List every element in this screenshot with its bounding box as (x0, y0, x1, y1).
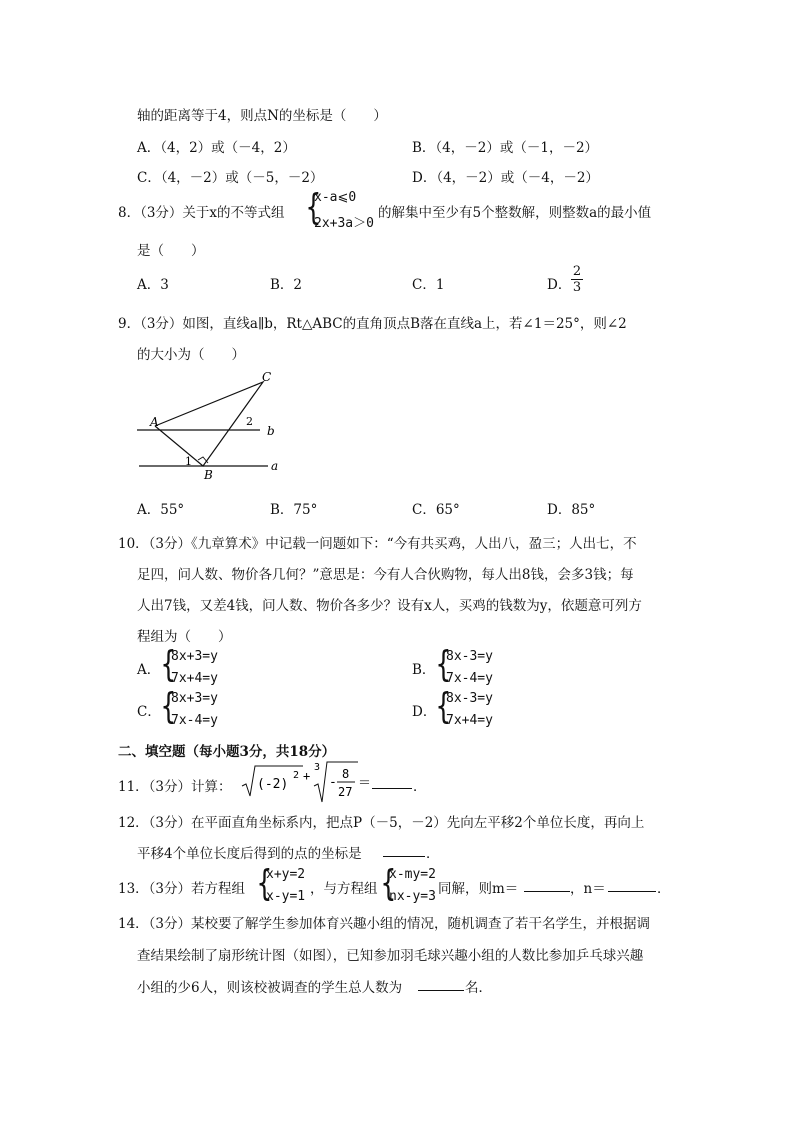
q13-m-blank[interactable] (524, 879, 570, 892)
q7-option-a[interactable]: A．（4，2）或（－4，2） (137, 140, 296, 156)
q11-radicand: (-2) (257, 777, 289, 792)
label-angle-1: 1 (185, 455, 192, 468)
q13-sys1-eq2: x-y=1 (266, 889, 306, 904)
q9-option-c[interactable]: C．65° (412, 502, 460, 518)
q14-stem-line3: 小组的少6人，则该校被调查的学生总人数为 (137, 980, 403, 996)
q8-d-fraction (571, 264, 583, 295)
q8-d-denominator: 3 (572, 280, 582, 295)
q8-brace: { (305, 187, 322, 228)
q13-stem-post2: ，n＝ (570, 881, 606, 897)
q10-a-brace: { (160, 644, 177, 685)
q11-stem-pre: 11．（3分）计算： (118, 779, 232, 795)
q7-option-b[interactable]: B．（4，－2）或（－1，－2） (412, 140, 599, 156)
q10-stem-line1: 10．（3分）《九章算术》中记载一问题如下：“今有共买鸡，人出八，盈三；人出七，不 (118, 536, 637, 552)
label-point-c: C (262, 370, 272, 384)
q13-stem-mid: ，与方程组 (310, 881, 378, 897)
q13-brace-2: { (380, 863, 397, 904)
section-title-fill-in: 二、填空题（每小题3分，共18分） (118, 744, 336, 760)
q13-brace-1: { (256, 863, 273, 904)
q10-c-eq2: 7x-4=y (171, 713, 218, 728)
q13-stem-post1: 同解，则m＝ (438, 881, 519, 897)
q10-b-eq2: 7x-4=y (446, 671, 493, 686)
q8-eq2: 2x+3a＞0 (314, 216, 374, 231)
q11-frac-num: 8 (342, 767, 350, 781)
q7-option-d[interactable]: D．（4，－2）或（－4，－2） (412, 170, 599, 186)
q10-d-eq1: 8x-3=y (446, 691, 493, 706)
q9-option-a[interactable]: A．55° (137, 502, 185, 518)
q14-stem-line1: 14．（3分）某校要了解学生参加体育兴趣小组的情况，随机调查了若干名学生，并根据调 (118, 916, 651, 932)
label-angle-2: 2 (246, 415, 253, 428)
q9-stem-line1: 9．（3分）如图，直线a∥b，Rt△ABC的直角顶点B落在直线a上，若∠1＝25°，则∠2 (118, 316, 627, 332)
q10-b-brace: { (435, 644, 452, 685)
label-point-a: A (150, 415, 159, 429)
q13-sys2-eq1: x-my=2 (389, 867, 436, 882)
q7-stem-cont: 轴的距离等于4，则点N的坐标是（ ） (137, 108, 387, 124)
q10-stem-line3: 人出7钱，又差4钱，问人数、物价各多少？设有x人，买鸡的钱数为y，依题意可列方 (137, 598, 642, 614)
q10-a-eq2: 7x+4=y (171, 671, 218, 686)
q13-sys1-eq1: x+y=2 (266, 867, 306, 882)
q12-stem-line2: 平移4个单位长度后得到的点的坐标是 (137, 846, 362, 862)
q12-answer-blank[interactable] (383, 844, 425, 857)
q13-n-blank[interactable] (608, 879, 656, 892)
q12-stem-line1: 12．（3分）在平面直角坐标系内，把点P（－5，－2）先向左平移2个单位长度，再向上 (118, 815, 645, 831)
q14-end: 名． (465, 980, 492, 996)
q10-stem-line4: 程组为（ ） (137, 629, 232, 645)
q11-end: ． (413, 779, 427, 795)
q11-neg-sign: - (329, 775, 337, 790)
q10-option-d-label[interactable]: D． (412, 704, 437, 720)
q13-end: ． (657, 881, 671, 897)
q11-exponent: 2 (293, 770, 300, 781)
q8-stem-post: 的解集中至少有5个整数解，则整数a的最小值 (378, 205, 652, 221)
label-line-b: b (267, 424, 275, 438)
q9-stem-line2: 的大小为（ ） (137, 347, 245, 363)
q10-option-b-label[interactable]: B． (412, 662, 436, 678)
q8-option-d[interactable] (547, 273, 571, 293)
q9-option-b[interactable]: B．75° (270, 502, 318, 518)
q11-plus: + (303, 769, 311, 783)
label-point-b: B (204, 468, 213, 482)
q8-option-d-label: D． (547, 277, 572, 293)
q10-stem-line2: 足四，问人数、物价各几何？”意思是：今有人合伙购物，每人出8钱，会多3钱；每 (137, 567, 634, 583)
q12-end: ． (426, 846, 440, 862)
q8-option-a[interactable]: A．3 (137, 277, 169, 293)
q8-stem-pre: 8．（3分）关于x的不等式组 (118, 205, 285, 221)
q13-sys2-eq2: nx-y=3 (389, 889, 436, 904)
q14-answer-blank[interactable] (418, 978, 464, 991)
q11-answer-blank[interactable] (372, 776, 412, 789)
q10-option-a-label[interactable]: A． (137, 662, 161, 678)
q10-b-eq1: 8x-3=y (446, 649, 493, 664)
q11-equals: ＝ (358, 776, 372, 791)
q10-d-eq2: 7x+4=y (446, 713, 493, 728)
q8-d-numerator: 2 (572, 264, 582, 279)
q10-d-brace: { (435, 686, 452, 727)
q10-option-c-label[interactable]: C． (137, 704, 161, 720)
q8-eq1: x-a⩽0 (314, 190, 357, 205)
q8-option-b[interactable]: B．2 (270, 277, 303, 293)
q14-stem-line2: 查结果绘制了扇形统计图（如图），已知参加羽毛球兴趣小组的人数比参加乒乓球兴趣 (137, 948, 644, 964)
q11-frac-den: 27 (338, 785, 353, 799)
label-line-a: a (271, 459, 279, 473)
q10-c-brace: { (160, 686, 177, 727)
q13-stem-pre: 13．（3分）若方程组 (118, 881, 246, 897)
q9-figure (130, 368, 290, 486)
q9-option-d[interactable]: D．85° (547, 502, 596, 518)
q10-c-eq1: 8x+3=y (171, 691, 218, 706)
q10-a-eq1: 8x+3=y (171, 649, 218, 664)
q7-option-c[interactable]: C．（4，－2）或（－5，－2） (137, 170, 324, 186)
q8-stem-line2: 是（ ） (137, 243, 205, 259)
q11-root-index: 3 (314, 762, 321, 773)
q8-option-c[interactable]: C．1 (412, 277, 445, 293)
